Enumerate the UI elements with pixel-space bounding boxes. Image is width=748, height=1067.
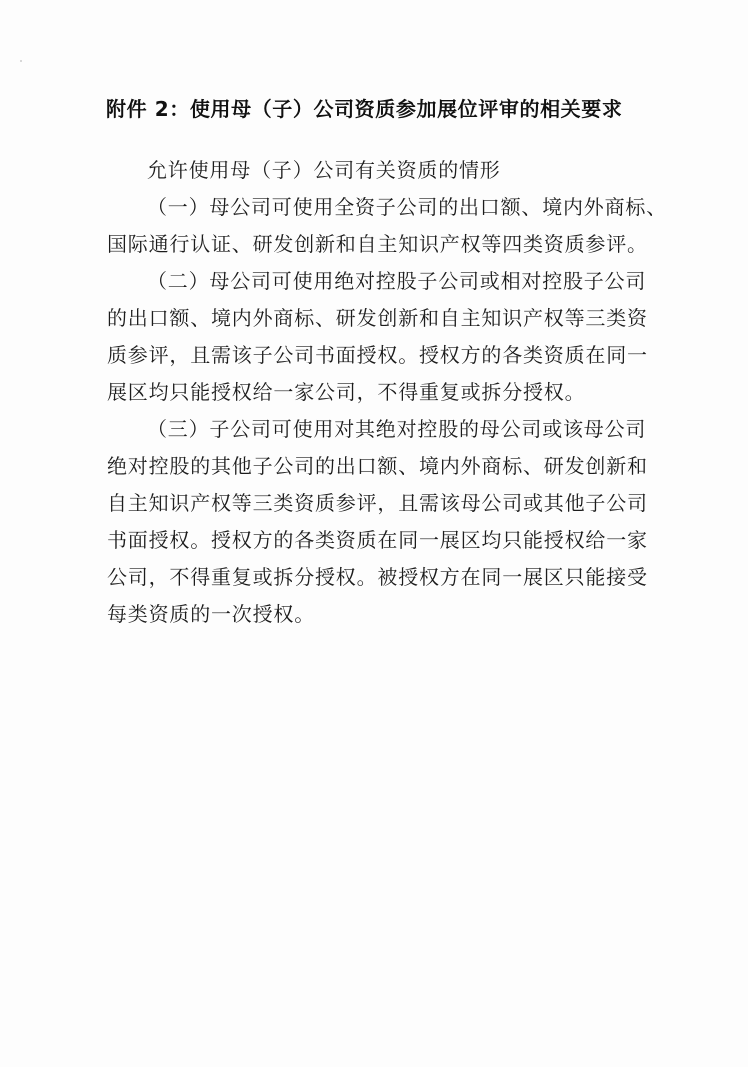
paragraph-line: 展区均只能授权给一家公司，不得重复或拆分授权。 xyxy=(107,380,586,404)
paragraph-line: 质参评，且需该子公司书面授权。授权方的各类资质在同一 xyxy=(107,343,648,367)
paragraph-line: 绝对控股的其他子公司的出口额、境内外商标、研发创新和 xyxy=(107,454,648,478)
paragraph-line: 每类资质的一次授权。 xyxy=(107,602,315,626)
paragraph-1 xyxy=(107,189,667,263)
paragraph-2 xyxy=(107,263,647,411)
paragraph-line: 的出口额、境内外商标、研发创新和自主知识产权等三类资 xyxy=(107,306,648,330)
paragraph-line: 公司，不得重复或拆分授权。被授权方在同一展区只能接受 xyxy=(107,565,648,589)
intro-heading: 允许使用母（子）公司有关资质的情形 xyxy=(147,158,501,182)
paragraph-line: 国际通行认证、研发创新和自主知识产权等四类资质参评。 xyxy=(107,232,648,256)
paragraph-line: （三）子公司可使用对其绝对控股的母公司或该母公司 xyxy=(147,417,647,441)
paragraph-line: 自主知识产权等三类资质参评，且需该母公司或其他子公司 xyxy=(107,491,648,515)
scan-speck xyxy=(20,60,22,62)
paragraph-line: （二）母公司可使用绝对控股子公司或相对控股子公司 xyxy=(147,269,647,293)
paragraph-line: （一）母公司可使用全资子公司的出口额、境内外商标、 xyxy=(147,195,667,219)
paragraph-3 xyxy=(107,411,647,633)
document-title: 附件 2：使用母（子）公司资质参加展位评审的相关要求 xyxy=(106,97,623,121)
paragraph-line: 书面授权。授权方的各类资质在同一展区均只能授权给一家 xyxy=(107,528,648,552)
document-body xyxy=(107,152,667,633)
